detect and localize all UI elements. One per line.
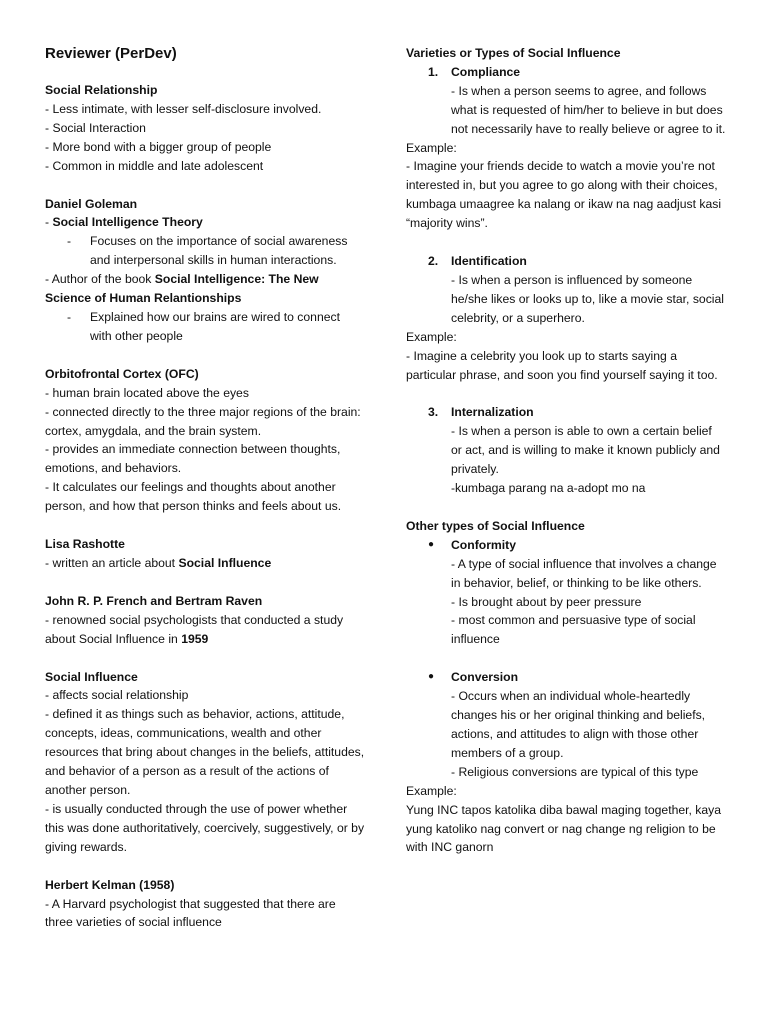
french-raven-year: 1959 <box>181 631 209 646</box>
compliance-desc: - Is when a person seems to agree, and follows what is requested of him/her to believe in but does not necessarily have to really believe or agree to it. <box>451 83 726 136</box>
conformity-title <box>406 536 726 555</box>
rashotte-line <box>45 554 365 573</box>
conformity-title-text: Conformity <box>451 537 516 552</box>
identification-example-label: Example: <box>406 329 457 344</box>
goleman-author-line <box>45 270 365 308</box>
conformity-line: - most common and persuasive type of social influence <box>451 613 696 647</box>
ofc-line: - provides an immediate connection between thoughts, emotions, and behaviors. <box>45 442 341 476</box>
kelman-line: - A Harvard psychologist that suggested that there are three varieties of social influence <box>45 896 336 930</box>
conformity-line: - A type of social influence that involves a change in behavior, belief, or thinking to be like others. <box>451 556 717 590</box>
social-relationship-line: - More bond with a bigger group of people <box>45 139 272 154</box>
compliance-number: 1. <box>428 64 439 79</box>
goleman-theory-line <box>45 213 365 232</box>
conformity-line: - Is brought about by peer pressure <box>451 594 642 609</box>
compliance-title-text: Compliance <box>451 64 521 79</box>
compliance-example-label: Example: <box>406 140 457 155</box>
identification-title <box>406 252 726 271</box>
social-influence-line: - defined it as things such as behavior, actions, attitude, concepts, ideas, communications, wealth and other resources that bring about changes in the beliefs, attitudes, and behavior of a person as a result of the actions of another person. <box>45 707 365 797</box>
goleman-book-title: Social Intelligence: The New Science of Human Relantionships <box>45 272 319 306</box>
social-relationship-line: - Less intimate, with lesser self-disclosure involved. <box>45 101 322 116</box>
left-column <box>45 44 365 932</box>
french-raven-prefix: - renowned social psychologists that conducted a study about Social Influence in <box>45 612 344 646</box>
heading-lisa-rashotte: Lisa Rashotte <box>45 537 125 552</box>
internalization-note: -kumbaga parang na a-adopt mo na <box>451 481 646 496</box>
heading-social-relationship: Social Relationship <box>45 83 158 97</box>
goleman-book-bullet: - Explained how our brains are wired to connect with other people <box>67 309 340 343</box>
heading-herbert-kelman: Herbert Kelman (1958) <box>45 877 175 892</box>
goleman-book-bullet-text: Explained how our brains are wired to connect with other people <box>90 309 340 343</box>
heading-daniel-goleman: Daniel Goleman <box>45 196 138 211</box>
conversion-example-label: Example: <box>406 783 457 798</box>
rashotte-prefix: - written an article about <box>45 555 179 570</box>
social-influence-line: - is usually conducted through the use of power whether this was done authoritatively, coercively, suggestively, or by giving rewards. <box>45 801 365 854</box>
internalization-desc: - Is when a person is able to own a certain belief or act, and is willing to make it known publicly and privately. <box>451 424 720 477</box>
conversion-example: Yung INC tapos katolika diba bawal maging together, kaya yung katoliko nag convert or nag change ng religion to be with INC ganorn <box>406 802 722 855</box>
heading-varieties: Varieties or Types of Social Influence <box>406 46 621 60</box>
heading-french-raven: John R. P. French and Bertram Raven <box>45 593 263 608</box>
conversion-title <box>406 668 726 687</box>
conversion-line: - Religious conversions are typical of this type <box>451 764 699 779</box>
ofc-line: - connected directly to the three major regions of the brain: cortex, amygdala, and the brain system. <box>45 404 361 438</box>
social-relationship-line: - Social Interaction <box>45 120 146 135</box>
internalization-title <box>406 403 726 422</box>
conversion-line: - Occurs when an individual whole-heartedly changes his or her original thinking and beliefs, actions, and attitudes to align with those other members of a group. <box>451 689 706 760</box>
goleman-theory-prefix: - <box>45 215 53 230</box>
social-influence-line: - affects social relationship <box>45 688 189 703</box>
internalization-number: 3. <box>428 405 439 420</box>
identification-title-text: Identification <box>451 254 527 269</box>
heading-social-influence: Social Influence <box>45 669 138 684</box>
goleman-theory-bullet-text: Focuses on the importance of social awareness and interpersonal skills in human interactions. <box>90 234 348 268</box>
compliance-example: - Imagine your friends decide to watch a movie you’re not interested in, but you agree to go along with their choices, kumbaga umaagree ka nalang or ikaw na nag aadjust kasi “majority wins”. <box>406 159 722 231</box>
internalization-title-text: Internalization <box>451 405 534 420</box>
goleman-theory-name: Social Intelligence Theory <box>52 215 203 230</box>
identification-example: - Imagine a celebrity you look up to starts saying a particular phrase, and soon you find yourself saying it too. <box>406 348 718 382</box>
bullet-icon: ● <box>428 538 435 550</box>
heading-ofc: Orbitofrontal Cortex (OFC) <box>45 366 199 381</box>
french-raven-line <box>45 611 365 649</box>
compliance-title <box>406 63 726 82</box>
goleman-theory-bullet: - Focuses on the importance of social awareness and interpersonal skills in human interactions. <box>67 234 348 268</box>
goleman-author-prefix: - Author of the book <box>45 272 155 287</box>
social-relationship-line: - Common in middle and late adolescent <box>45 158 264 173</box>
ofc-line: - human brain located above the eyes <box>45 385 249 400</box>
bullet-icon: ● <box>428 671 435 683</box>
identification-number: 2. <box>428 254 439 269</box>
ofc-line: - It calculates our feelings and thoughts about another person, and how that person thinks and feels about us. <box>45 480 342 514</box>
identification-desc: - Is when a person is influenced by someone he/she likes or looks up to, like a movie star, social celebrity, or a superhero. <box>451 272 724 325</box>
right-column <box>406 44 726 857</box>
conversion-title-text: Conversion <box>451 670 519 685</box>
page-title: Reviewer (PerDev) <box>45 45 177 62</box>
rashotte-bold: Social Influence <box>178 555 272 570</box>
heading-other-types: Other types of Social Influence <box>406 518 585 533</box>
